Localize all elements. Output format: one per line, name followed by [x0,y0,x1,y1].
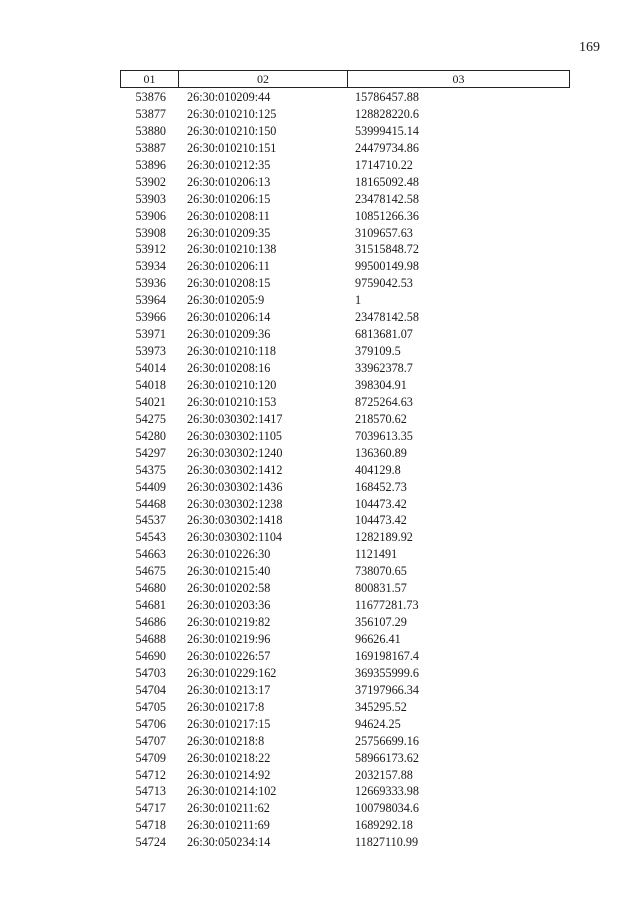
row-id-cell: 54537 [135,513,166,528]
row-id-cell: 53964 [135,293,166,308]
header-cell-01: 01 [121,71,179,87]
row-id-cell: 54705 [135,699,166,714]
value-cell: 1 [355,293,362,308]
row-id-cell: 54409 [135,479,166,494]
cadastral-number-cell: 26:30:050234:14 [187,835,271,850]
cadastral-number-cell: 26:30:010210:150 [187,123,277,138]
table-row [120,529,570,546]
row-id-cell: 53966 [135,310,166,325]
row-id-cell: 54712 [135,767,166,782]
table-row [120,462,570,479]
cadastral-number-cell: 26:30:030302:1418 [187,513,283,528]
page-number: 169 [579,40,600,55]
value-cell: 18165092.48 [355,174,419,189]
value-cell: 738070.65 [355,564,407,579]
table-row [120,360,570,377]
row-id-cell: 54707 [135,733,166,748]
table-row [120,546,570,563]
row-id-cell: 53876 [135,90,166,104]
value-cell: 1689292.18 [355,818,413,833]
table-row [120,665,570,682]
table-row [120,750,570,767]
cadastral-number-cell: 26:30:010210:151 [187,140,277,155]
row-id-cell: 54688 [135,632,166,646]
row-id-cell: 54280 [135,428,166,443]
table-row [120,512,570,529]
table-header [120,70,570,88]
cadastral-number-cell: 26:30:010226:30 [187,547,271,562]
value-cell: 10851266.36 [355,208,419,223]
row-id-cell: 53902 [135,174,166,189]
row-id-cell: 54297 [135,445,166,460]
row-id-cell: 53896 [135,157,166,172]
value-cell: 9759042.53 [355,276,413,291]
table-row [120,377,570,394]
table-row [120,699,570,716]
cadastral-number-cell: 26:30:010219:96 [187,632,271,646]
cadastral-number-cell: 26:30:010208:11 [187,208,270,223]
cadastral-number-cell: 26:30:010212:35 [187,157,271,172]
row-id-cell: 54018 [135,377,166,392]
row-id-cell: 54468 [135,496,166,511]
cadastral-number-cell: 26:30:010210:118 [187,344,276,359]
row-id-cell: 53903 [135,191,166,206]
cadastral-number-cell: 26:30:010210:153 [187,394,277,409]
value-cell: 1714710.22 [355,157,413,172]
table-row [120,225,570,242]
table-row [120,241,570,258]
table-row [120,682,570,699]
table-row [120,563,570,580]
table-row [120,411,570,428]
table-row [120,275,570,292]
value-cell: 168452.73 [355,479,407,494]
cadastral-number-cell: 26:30:010208:15 [187,276,271,291]
value-cell: 24479734.86 [355,140,419,155]
cadastral-number-cell: 26:30:010206:15 [187,191,271,206]
value-cell: 345295.52 [355,699,407,714]
cadastral-number-cell: 26:30:030302:1105 [187,428,283,443]
table-row [120,292,570,309]
cadastral-number-cell: 26:30:030302:1104 [187,530,283,545]
cadastral-number-cell: 26:30:010214:92 [187,767,271,782]
value-cell: 7039613.35 [355,428,413,443]
cadastral-number-cell: 26:30:010226:57 [187,648,271,663]
value-cell: 96626.41 [355,632,401,646]
row-id-cell: 54375 [135,462,166,477]
value-cell: 2032157.88 [355,767,413,782]
row-id-cell: 54686 [135,615,166,630]
row-id-cell: 53906 [135,208,166,223]
value-cell: 379109.5 [355,344,401,359]
row-id-cell: 54717 [135,801,166,816]
row-id-cell: 54718 [135,818,166,833]
value-cell: 398304.91 [355,377,407,392]
table-row [120,208,570,225]
cadastral-number-cell: 26:30:010211:69 [187,818,270,833]
value-cell: 169198167.4 [355,648,419,663]
table-row [120,89,570,106]
value-cell: 15786457.88 [355,90,419,104]
table-row [120,800,570,817]
value-cell: 100798034.6 [355,801,419,816]
row-id-cell: 54724 [135,835,166,850]
cadastral-number-cell: 26:30:010213:17 [187,682,271,697]
cadastral-number-cell: 26:30:010219:82 [187,615,271,630]
row-id-cell: 53908 [135,225,166,240]
cadastral-number-cell: 26:30:010203:36 [187,598,271,613]
row-id-cell: 54014 [135,361,166,375]
table-row [120,597,570,614]
value-cell: 104473.42 [355,496,407,511]
value-cell: 128828220.6 [355,106,419,121]
table-row [120,258,570,275]
table-row [120,733,570,750]
value-cell: 356107.29 [355,615,407,630]
value-cell: 104473.42 [355,513,407,528]
row-id-cell: 54703 [135,665,166,680]
cadastral-number-cell: 26:30:010209:35 [187,225,271,240]
row-id-cell: 53887 [135,140,166,155]
cadastral-number-cell: 26:30:010206:13 [187,174,271,189]
row-id-cell: 54706 [135,716,166,731]
row-id-cell: 53912 [135,242,166,257]
cadastral-number-cell: 26:30:010205:9 [187,293,265,308]
header-cell-02: 02 [179,71,348,87]
row-id-cell: 54675 [135,564,166,579]
data-table [120,70,570,851]
value-cell: 23478142.58 [355,310,419,325]
value-cell: 8725264.63 [355,394,413,409]
header-cell-03: 03 [452,72,465,86]
row-id-cell: 53973 [135,344,166,359]
cadastral-number-cell: 26:30:010210:120 [187,377,277,392]
value-cell: 6813681.07 [355,327,413,342]
table-row [120,191,570,208]
row-id-cell: 54663 [135,547,166,562]
value-cell: 37197966.34 [355,682,419,697]
cadastral-number-cell: 26:30:030302:1417 [187,411,283,426]
table-row [120,580,570,597]
cadastral-number-cell: 26:30:010215:40 [187,564,271,579]
row-id-cell: 54713 [135,784,166,799]
cadastral-number-cell: 26:30:010229:162 [187,665,277,680]
cadastral-number-cell: 26:30:030302:1240 [187,445,283,460]
value-cell: 99500149.98 [355,259,419,274]
value-cell: 33962378.7 [355,361,413,375]
value-cell: 25756699.16 [355,733,419,748]
table-row [120,767,570,784]
row-id-cell: 53934 [135,259,166,274]
row-id-cell: 54690 [135,648,166,663]
value-cell: 23478142.58 [355,191,419,206]
table-row [120,834,570,851]
row-id-cell: 53971 [135,327,166,342]
cadastral-number-cell: 26:30:010218:8 [187,733,265,748]
value-cell: 12669333.98 [355,784,419,799]
table-row [120,817,570,834]
value-cell: 404129.8 [355,462,401,477]
table-row [120,428,570,445]
cadastral-number-cell: 26:30:010206:11 [187,259,270,274]
row-id-cell: 53877 [135,106,166,121]
row-id-cell: 54681 [135,598,166,613]
value-cell: 218570.62 [355,411,407,426]
table-row [120,106,570,123]
cadastral-number-cell: 26:30:010218:22 [187,750,271,765]
table-row [120,326,570,343]
row-id-cell: 54680 [135,581,166,596]
cadastral-number-cell: 26:30:010210:138 [187,242,277,257]
value-cell: 3109657.63 [355,225,413,240]
table-row [120,140,570,157]
row-id-cell: 53936 [135,276,166,291]
table-row [120,648,570,665]
table-body [120,89,570,851]
value-cell: 800831.57 [355,581,407,596]
value-cell: 369355999.6 [355,665,419,680]
row-id-cell: 54275 [135,411,166,426]
table-row [120,174,570,191]
table-row [120,157,570,174]
cadastral-number-cell: 26:30:030302:1238 [187,496,283,511]
cadastral-number-cell: 26:30:010217:15 [187,716,271,731]
value-cell: 58966173.62 [355,750,419,765]
row-id-cell: 54543 [135,530,166,545]
table-row [120,631,570,648]
row-id-cell: 54709 [135,750,166,765]
table-row [120,343,570,360]
cadastral-number-cell: 26:30:030302:1412 [187,462,283,477]
table-row [120,496,570,513]
value-cell: 11677281.73 [355,598,419,613]
row-id-cell: 54704 [135,682,166,697]
value-cell: 136360.89 [355,445,407,460]
table-row [120,783,570,800]
value-cell: 1121491 [355,547,398,562]
table-row [120,445,570,462]
table-row [120,479,570,496]
value-cell: 94624.25 [355,716,401,731]
value-cell: 31515848.72 [355,242,419,257]
cadastral-number-cell: 26:30:010214:102 [187,784,277,799]
cadastral-number-cell: 26:30:030302:1436 [187,479,283,494]
table-row [120,394,570,411]
table-row [120,123,570,140]
value-cell: 53999415.14 [355,123,419,138]
cadastral-number-cell: 26:30:010209:36 [187,327,271,342]
row-id-cell: 54021 [135,394,166,409]
table-row [120,309,570,326]
cadastral-number-cell: 26:30:010217:8 [187,699,265,714]
cadastral-number-cell: 26:30:010209:44 [187,90,271,104]
row-id-cell: 53880 [135,123,166,138]
table-row [120,614,570,631]
cadastral-number-cell: 26:30:010202:58 [187,581,271,596]
value-cell: 11827110.99 [355,835,419,850]
table-row [120,716,570,733]
cadastral-number-cell: 26:30:010208:16 [187,361,271,375]
cadastral-number-cell: 26:30:010211:62 [187,801,270,816]
cadastral-number-cell: 26:30:010210:125 [187,106,277,121]
value-cell: 1282189.92 [355,530,413,545]
cadastral-number-cell: 26:30:010206:14 [187,310,271,325]
